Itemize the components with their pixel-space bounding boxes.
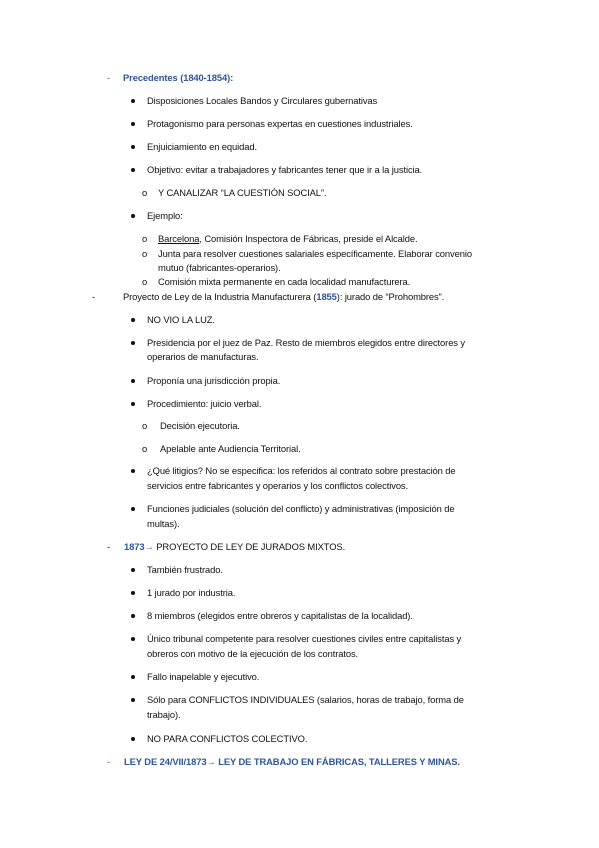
list-item-cont: obreros con motivo de la ejecución de los contratos. [147, 648, 359, 659]
bullet-icon [131, 737, 135, 741]
bullet-icon [131, 698, 135, 702]
bullet-icon [131, 568, 135, 572]
bullet-icon [131, 145, 135, 149]
circle-bullet-icon: o [142, 276, 148, 287]
barcelona-underlined: Barcelona [158, 233, 200, 244]
circle-bullet-icon: o [142, 420, 148, 431]
bullet-icon [131, 507, 135, 511]
list-item: NO PARA CONFLICTOS COLECTIVO. [147, 733, 308, 744]
list-item: Procedimiento: juicio verbal. [147, 398, 262, 409]
list-item: Proponía una jurisdicción propia. [147, 375, 281, 386]
bullet-icon [131, 637, 135, 641]
list-item: Enjuiciamiento en equidad. [147, 141, 257, 152]
heading-precedentes: Precedentes (1840-1854): [123, 72, 234, 83]
sub-list-item: Apelable ante Audiencia Territorial. [160, 443, 301, 454]
bullet-icon [131, 318, 135, 322]
list-item-cont: multas). [147, 518, 180, 529]
bullet-icon [131, 168, 135, 172]
list-item: Fallo inapelable y ejecutivo. [147, 671, 260, 682]
sub-list-item: Junta para resolver cuestiones salariales específicamente. Elaborar convenio [158, 248, 472, 259]
list-item: También frustrado. [147, 564, 223, 575]
list-item: ¿Qué litigios? No se especifica: los referidos al contrato sobre prestación de [147, 465, 456, 476]
list-dash: - [107, 72, 111, 83]
heading-proyecto-1873: 1873→ PROYECTO DE LEY DE JURADOS MIXTOS. [124, 541, 346, 552]
circle-bullet-icon: o [142, 443, 148, 454]
sub-list-item: Barcelona, Comisión Inspectora de Fábricas, preside el Alcalde. [158, 233, 418, 244]
heading-ley-1873: LEY DE 24/VII/1873→ LEY DE TRABAJO EN FÁBRICAS, TALLERES Y MINAS. [124, 756, 460, 767]
list-item: Disposiciones Locales Bandos y Circulares gubernativas [147, 95, 378, 106]
circle-bullet-icon: o [142, 187, 148, 198]
bullet-icon [131, 341, 135, 345]
list-dash: - [92, 291, 96, 302]
bullet-icon [131, 469, 135, 473]
list-item-cont: trabajo). [147, 709, 181, 720]
bullet-icon [131, 614, 135, 618]
list-dash: - [107, 541, 111, 552]
bullet-icon [131, 99, 135, 103]
list-item: Ejemplo: [147, 210, 183, 221]
sub-list-item-cont: mutuo (fabricantes-operarios). [158, 262, 281, 273]
list-item: Funciones judiciales (solución del conflicto) y administrativas (imposición de [147, 503, 455, 514]
list-item: 8 miembros (elegidos entre obreros y capitalistas de la localidad). [147, 610, 413, 621]
list-item: Único tribunal competente para resolver cuestiones civiles entre capitalistas y [147, 633, 462, 644]
list-item: Objetivo: evitar a trabajadores y fabricantes tener que ir a la justicia. [147, 164, 423, 175]
bullet-icon [131, 122, 135, 126]
sub-list-item: Comisión mixta permanente en cada localidad manufacturera. [158, 276, 411, 287]
bullet-icon [131, 591, 135, 595]
list-item: NO VIO LA LUZ. [147, 314, 215, 325]
bullet-icon [131, 379, 135, 383]
bullet-icon [131, 675, 135, 679]
list-item-cont: operarios de manufacturas. [147, 351, 259, 362]
sub-list-item: Decisión ejecutoria. [160, 420, 240, 431]
arrow-right-icon: → [144, 541, 154, 552]
circle-bullet-icon: o [142, 233, 148, 244]
list-item: Protagonismo para personas expertas en cuestiones industriales. [147, 118, 413, 129]
heading-proyecto-1855: Proyecto de Ley de la Industria Manufacturera (1855): jurado de “Prohombres”. [123, 291, 445, 302]
list-item: Sólo para CONFLICTOS INDIVIDUALES (salarios, horas de trabajo, forma de [147, 694, 464, 705]
list-item-cont: servicios entre fabricantes y operarios y los conflictos colectivos. [147, 480, 409, 491]
list-dash: - [107, 756, 111, 767]
circle-bullet-icon: o [142, 248, 148, 259]
sub-list-item: Y CANALIZAR “LA CUESTIÓN SOCIAL”. [158, 187, 327, 198]
list-item: Presidencia por el juez de Paz. Resto de miembros elegidos entre directores y [147, 337, 465, 348]
bullet-icon [131, 402, 135, 406]
list-item: 1 jurado por industria. [147, 587, 236, 598]
bullet-icon [131, 214, 135, 218]
